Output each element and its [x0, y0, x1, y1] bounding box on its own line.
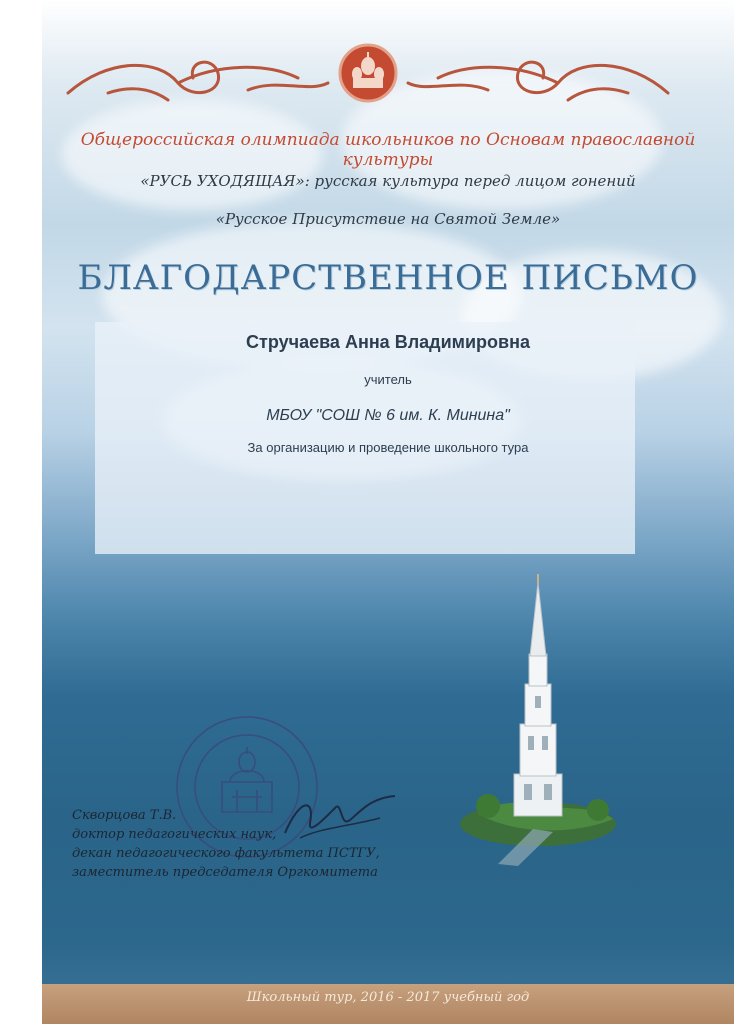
olympiad-subtitle-theme: «РУСЬ УХОДЯЩАЯ»: русская культура перед лицом гонений — [140, 172, 636, 190]
signatory-name: Скворцова Т.В. — [72, 808, 177, 823]
text-panel — [95, 322, 635, 554]
signatory-role: заместитель председателя Оргкомитета — [72, 865, 378, 880]
footer-text: Школьный тур, 2016 - 2017 учебный год — [246, 990, 530, 1005]
ornament-frame-icon — [48, 38, 688, 108]
recipient-name: Стручаева Анна Владимировна — [246, 332, 530, 352]
olympiad-title: Общероссийская олимпиада школьников по Основам православной культуры — [80, 130, 696, 170]
award-reason: За организацию и проведение школьного тура — [247, 440, 529, 455]
signatory-degree: доктор педагогических наук, — [72, 827, 277, 842]
olympiad-subtitle-topic: «Русское Присутствие на Святой Земле» — [215, 210, 561, 228]
signatory-block — [72, 806, 380, 882]
bell-tower-image-icon — [458, 574, 618, 874]
letter-heading: БЛАГОДАРСТВЕННОЕ ПИСЬМО — [77, 258, 699, 298]
recipient-school: МБОУ "СОШ № 6 им. К. Минина" — [266, 407, 510, 424]
recipient-role: учитель — [364, 372, 412, 387]
signatory-position: декан педагогического факультета ПСТГУ, — [72, 846, 380, 861]
